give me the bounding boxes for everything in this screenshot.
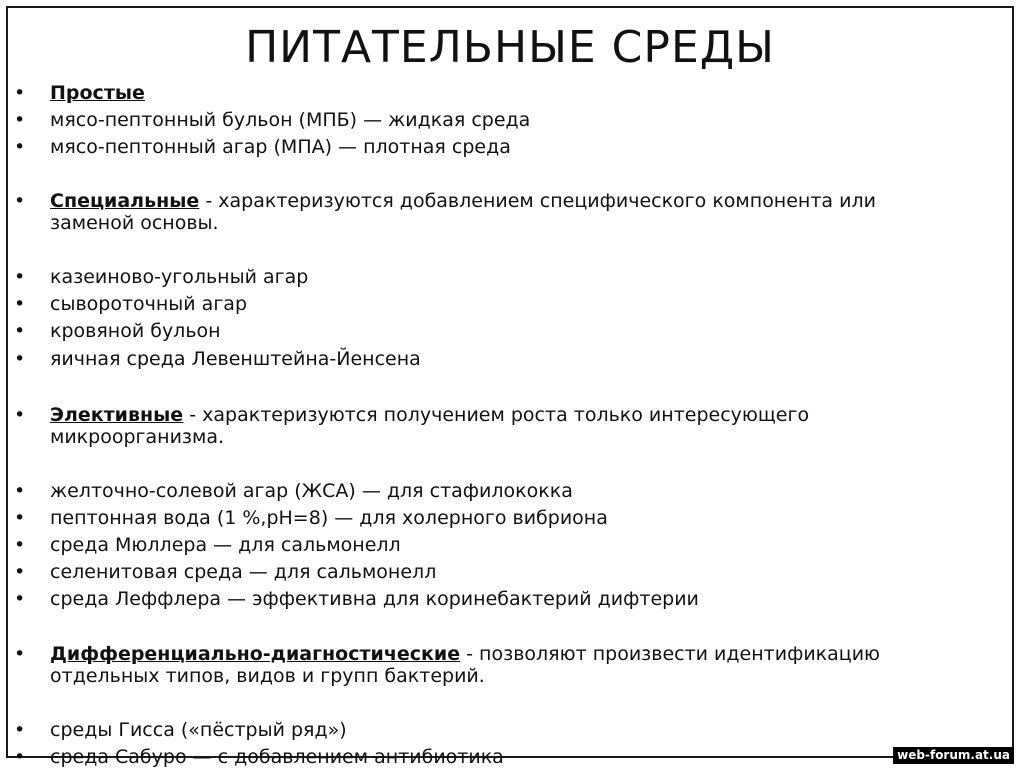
list-item-text: желточно-солевой агар (ЖСА) — для стафилококка — [50, 480, 573, 502]
section-description-elective: - характеризуются получением роста только интересующего микроорганизма. — [50, 404, 810, 448]
section-heading-elective: Элективные — [50, 404, 184, 426]
slide — [6, 6, 1014, 768]
list-item-text: селенитовая среда — для сальмонелл — [50, 561, 437, 583]
list-item-text: среда Мюллера — для сальмонелл — [50, 534, 401, 556]
bullet: • — [14, 82, 26, 104]
bullet: • — [14, 109, 26, 131]
bullet: • — [14, 348, 26, 370]
watermark: web-forum.at.ua — [893, 747, 1014, 764]
section-heading-simple: Простые — [50, 82, 145, 104]
list-item-text: казеиново-угольный агар — [50, 266, 309, 288]
list-item-text: пептонная вода (1 %,pH=8) — для холерного вибриона — [50, 507, 608, 529]
bullet: • — [14, 190, 26, 212]
section-description-special: - характеризуются добавлением специфического компонента или заменой основы. — [50, 190, 876, 234]
list-item-text: среда Леффлера — эффективна для коринебактерий дифтерии — [50, 588, 699, 610]
section-heading-differential: Дифференциально-диагностические — [50, 643, 461, 665]
bullet: • — [14, 136, 26, 158]
bullet: • — [14, 480, 26, 502]
bullet: • — [14, 588, 26, 610]
list-item-text: сывороточный агар — [50, 293, 248, 315]
bullet: • — [14, 746, 26, 768]
section-description-differential: - позволяют произвести идентификацию отдельных типов, видов и групп бактерий. — [50, 643, 881, 687]
bullet: • — [14, 534, 26, 556]
list-item-text: мясо-пептонный агар (МПА) — плотная среда — [50, 136, 511, 158]
bullet: • — [14, 404, 26, 426]
bullet: • — [14, 266, 26, 288]
bullet: • — [14, 293, 26, 315]
bullet: • — [14, 643, 26, 665]
list-item-text: яичная среда Левенштейна-Йенсена — [50, 348, 421, 370]
page-title: ПИТАТЕЛЬНЫЕ СРЕДЫ — [245, 22, 775, 73]
list-item-text: мясо-пептонный бульон (МПБ) — жидкая среда — [50, 109, 531, 131]
bullet: • — [14, 320, 26, 342]
section-heading-special: Специальные — [50, 190, 200, 212]
list-item-text: среды Гисса («пёстрый ряд») — [50, 719, 347, 741]
bullet: • — [14, 719, 26, 741]
bullet: • — [14, 507, 26, 529]
bullet: • — [14, 561, 26, 583]
list-item-text: среда Сабуро — с добавлением антибиотика — [50, 746, 504, 768]
list-item-text: кровяной бульон — [50, 320, 221, 342]
